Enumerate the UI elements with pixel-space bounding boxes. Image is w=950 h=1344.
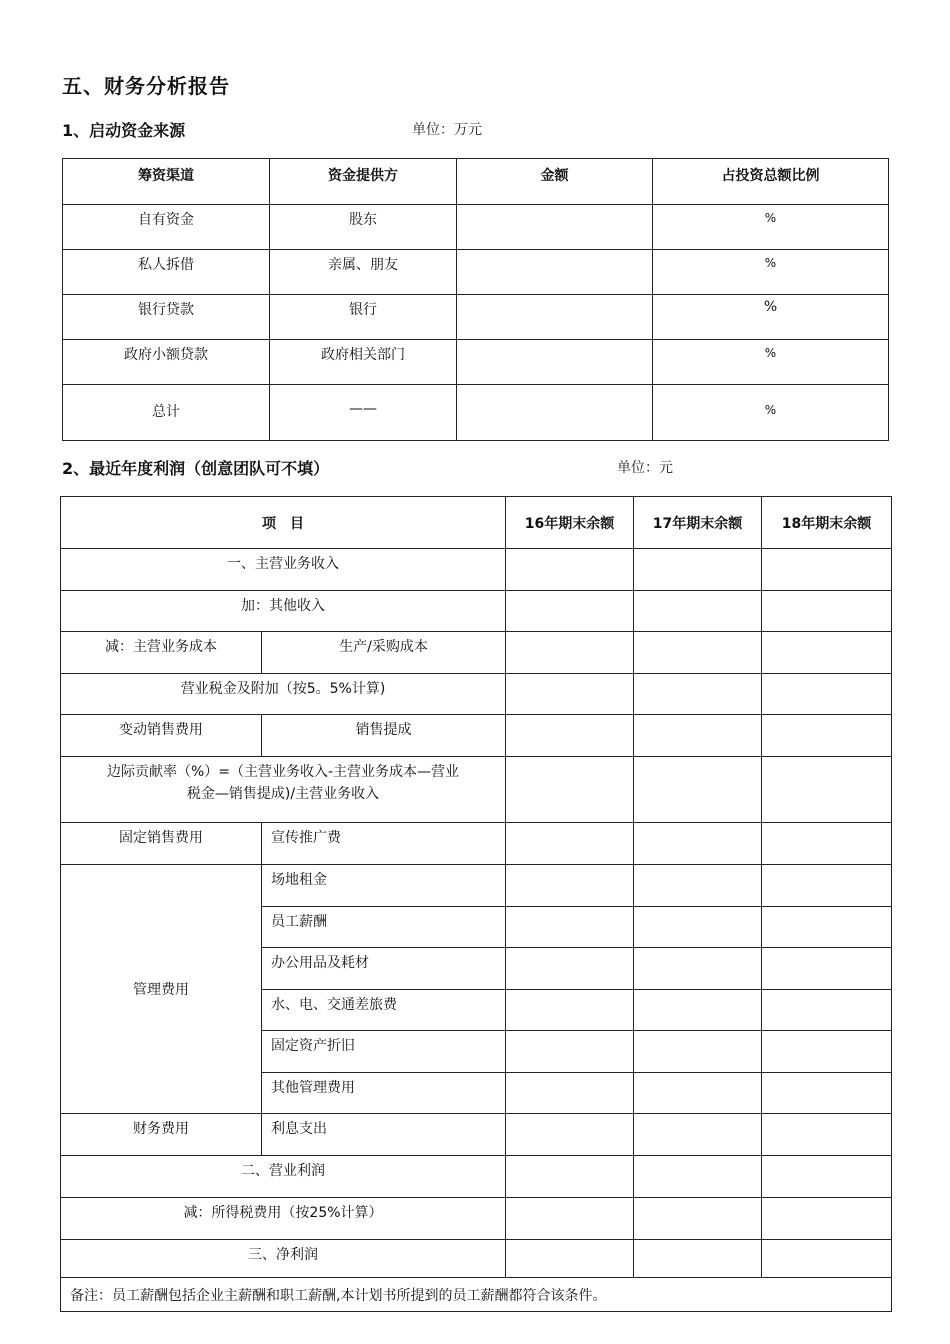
table-row	[63, 205, 889, 250]
value-cell[interactable]	[762, 674, 892, 715]
item-label: 三、净利润	[248, 1247, 318, 1263]
value-cell[interactable]	[634, 865, 762, 907]
item-sublabel: 办公用品及耗材	[271, 955, 369, 971]
value-cell[interactable]	[506, 1240, 634, 1278]
header-item: 项 目	[61, 497, 506, 549]
value-cell[interactable]	[506, 591, 634, 632]
value-cell[interactable]	[762, 632, 892, 674]
item-sublabel: 场地租金	[271, 872, 327, 888]
value-cell[interactable]	[762, 1156, 892, 1198]
header-2018: 18年期末余额	[762, 497, 892, 549]
item-label: 一、主营业务收入	[227, 556, 339, 572]
amount-cell[interactable]	[457, 340, 653, 385]
table-note: 备注：员工薪酬包括企业主薪酬和职工薪酬,本计划书所提到的员工薪酬都符合该条件。	[70, 1287, 607, 1304]
channel-cell: 私人拆借	[138, 257, 194, 273]
value-cell[interactable]	[506, 632, 634, 674]
item-sublabel: 销售提成	[355, 722, 412, 738]
table-row	[61, 715, 892, 757]
value-cell[interactable]	[506, 549, 634, 591]
value-cell[interactable]	[762, 907, 892, 948]
table-row	[61, 1198, 892, 1240]
value-cell[interactable]	[506, 1031, 634, 1073]
channel-cell: 政府小额贷款	[124, 347, 208, 363]
value-cell[interactable]	[634, 715, 762, 757]
table-row	[61, 632, 892, 674]
provider-cell: 亲属、朋友	[328, 257, 398, 273]
value-cell[interactable]	[762, 591, 892, 632]
table-row	[61, 674, 892, 715]
table-row	[63, 295, 889, 340]
value-cell[interactable]	[634, 674, 762, 715]
value-cell[interactable]	[762, 1073, 892, 1114]
item-sublabel: 固定资产折旧	[271, 1038, 355, 1054]
value-cell[interactable]	[762, 757, 892, 823]
value-cell[interactable]	[634, 632, 762, 674]
item-sublabel: 其他管理费用	[271, 1080, 355, 1096]
value-cell[interactable]	[634, 591, 762, 632]
value-cell[interactable]	[634, 1114, 762, 1156]
header-provider: 资金提供方	[270, 159, 457, 205]
value-cell[interactable]	[506, 907, 634, 948]
item-label: 减：所得税费用（按25%计算）	[183, 1205, 383, 1221]
item-sublabel: 宣传推广费	[271, 830, 341, 846]
item-label: 减：主营业务成本	[105, 639, 217, 655]
value-cell[interactable]	[506, 823, 634, 865]
ratio-cell: %	[764, 403, 777, 417]
ratio-cell: %	[764, 346, 777, 360]
value-cell[interactable]	[634, 1031, 762, 1073]
provider-cell: 银行	[349, 302, 377, 318]
value-cell[interactable]	[762, 549, 892, 591]
table-row	[61, 865, 892, 907]
value-cell[interactable]	[762, 1114, 892, 1156]
table-row	[61, 591, 892, 632]
ratio-cell: %	[764, 256, 777, 270]
header-channel: 筹资渠道	[63, 159, 270, 205]
section1-unit: 单位：万元	[412, 122, 482, 138]
value-cell[interactable]	[506, 865, 634, 907]
item-label: 税金—销售提成)/主营业务收入	[186, 786, 380, 802]
section1-title: 1、启动资金来源	[62, 121, 186, 140]
value-cell[interactable]	[762, 823, 892, 865]
value-cell[interactable]	[762, 1031, 892, 1073]
value-cell[interactable]	[634, 757, 762, 823]
table-row	[63, 250, 889, 295]
item-label: 边际贡献率（%）=（主营业务收入-主营业务成本—营业	[106, 764, 460, 780]
value-cell[interactable]	[506, 715, 634, 757]
item-label: 加：其他收入	[241, 598, 325, 614]
value-cell[interactable]	[634, 1240, 762, 1278]
channel-cell: 自有资金	[138, 212, 194, 228]
value-cell[interactable]	[762, 865, 892, 907]
item-label: 固定销售费用	[119, 830, 203, 846]
value-cell[interactable]	[634, 948, 762, 990]
item-label: 营业税金及附加（按5。5%计算)	[180, 681, 386, 697]
channel-cell: 总计	[152, 404, 180, 420]
value-cell[interactable]	[634, 907, 762, 948]
provider-cell: ——	[349, 401, 377, 417]
value-cell[interactable]	[762, 1240, 892, 1278]
item-label: 二、营业利润	[241, 1163, 325, 1179]
table-row	[61, 1114, 892, 1156]
item-label: 变动销售费用	[119, 722, 203, 738]
value-cell[interactable]	[634, 1073, 762, 1114]
value-cell[interactable]	[506, 1198, 634, 1240]
value-cell[interactable]	[634, 1156, 762, 1198]
value-cell[interactable]	[506, 1114, 634, 1156]
value-cell[interactable]	[506, 674, 634, 715]
value-cell[interactable]	[634, 1198, 762, 1240]
channel-cell: 银行贷款	[138, 302, 194, 318]
amount-cell[interactable]	[457, 385, 653, 441]
amount-cell[interactable]	[457, 250, 653, 295]
table-row	[63, 340, 889, 385]
header-amount: 金额	[457, 159, 653, 205]
value-cell[interactable]	[506, 948, 634, 990]
value-cell[interactable]	[634, 549, 762, 591]
item-sublabel: 水、电、交通差旅费	[271, 997, 397, 1013]
item-sublabel: 利息支出	[271, 1121, 327, 1137]
value-cell[interactable]	[506, 990, 634, 1031]
funding-table	[62, 158, 889, 441]
ratio-cell: %	[763, 299, 778, 315]
item-sublabel: 员工薪酬	[271, 914, 327, 930]
item-label: 财务费用	[133, 1121, 189, 1137]
profit-table	[60, 496, 892, 1312]
table-row	[61, 757, 892, 823]
value-cell[interactable]	[762, 1198, 892, 1240]
provider-cell: 股东	[349, 212, 377, 228]
item-label: 管理费用	[133, 982, 189, 998]
table-row	[61, 1278, 892, 1312]
section2-title: 2、最近年度利润（创意团队可不填）	[62, 459, 330, 478]
value-cell[interactable]	[762, 948, 892, 990]
header-2016: 16年期末余额	[506, 497, 634, 549]
table-row	[63, 385, 889, 441]
value-cell[interactable]	[506, 1073, 634, 1114]
amount-cell[interactable]	[457, 295, 653, 340]
value-cell[interactable]	[506, 1156, 634, 1198]
value-cell[interactable]	[634, 990, 762, 1031]
header-ratio: 占投资总额比例	[653, 159, 889, 205]
value-cell[interactable]	[506, 757, 634, 823]
value-cell[interactable]	[762, 715, 892, 757]
table-row	[61, 1240, 892, 1278]
value-cell[interactable]	[762, 990, 892, 1031]
provider-cell: 政府相关部门	[321, 347, 405, 363]
page-heading: 五、财务分析报告	[62, 74, 230, 98]
header-2017: 17年期末余额	[634, 497, 762, 549]
table-row	[61, 823, 892, 865]
item-sublabel: 生产/采购成本	[339, 639, 428, 655]
table-row	[61, 549, 892, 591]
table-row	[61, 1156, 892, 1198]
ratio-cell: %	[764, 211, 777, 225]
value-cell[interactable]	[634, 823, 762, 865]
amount-cell[interactable]	[457, 205, 653, 250]
section2-unit: 单位：元	[617, 460, 673, 476]
